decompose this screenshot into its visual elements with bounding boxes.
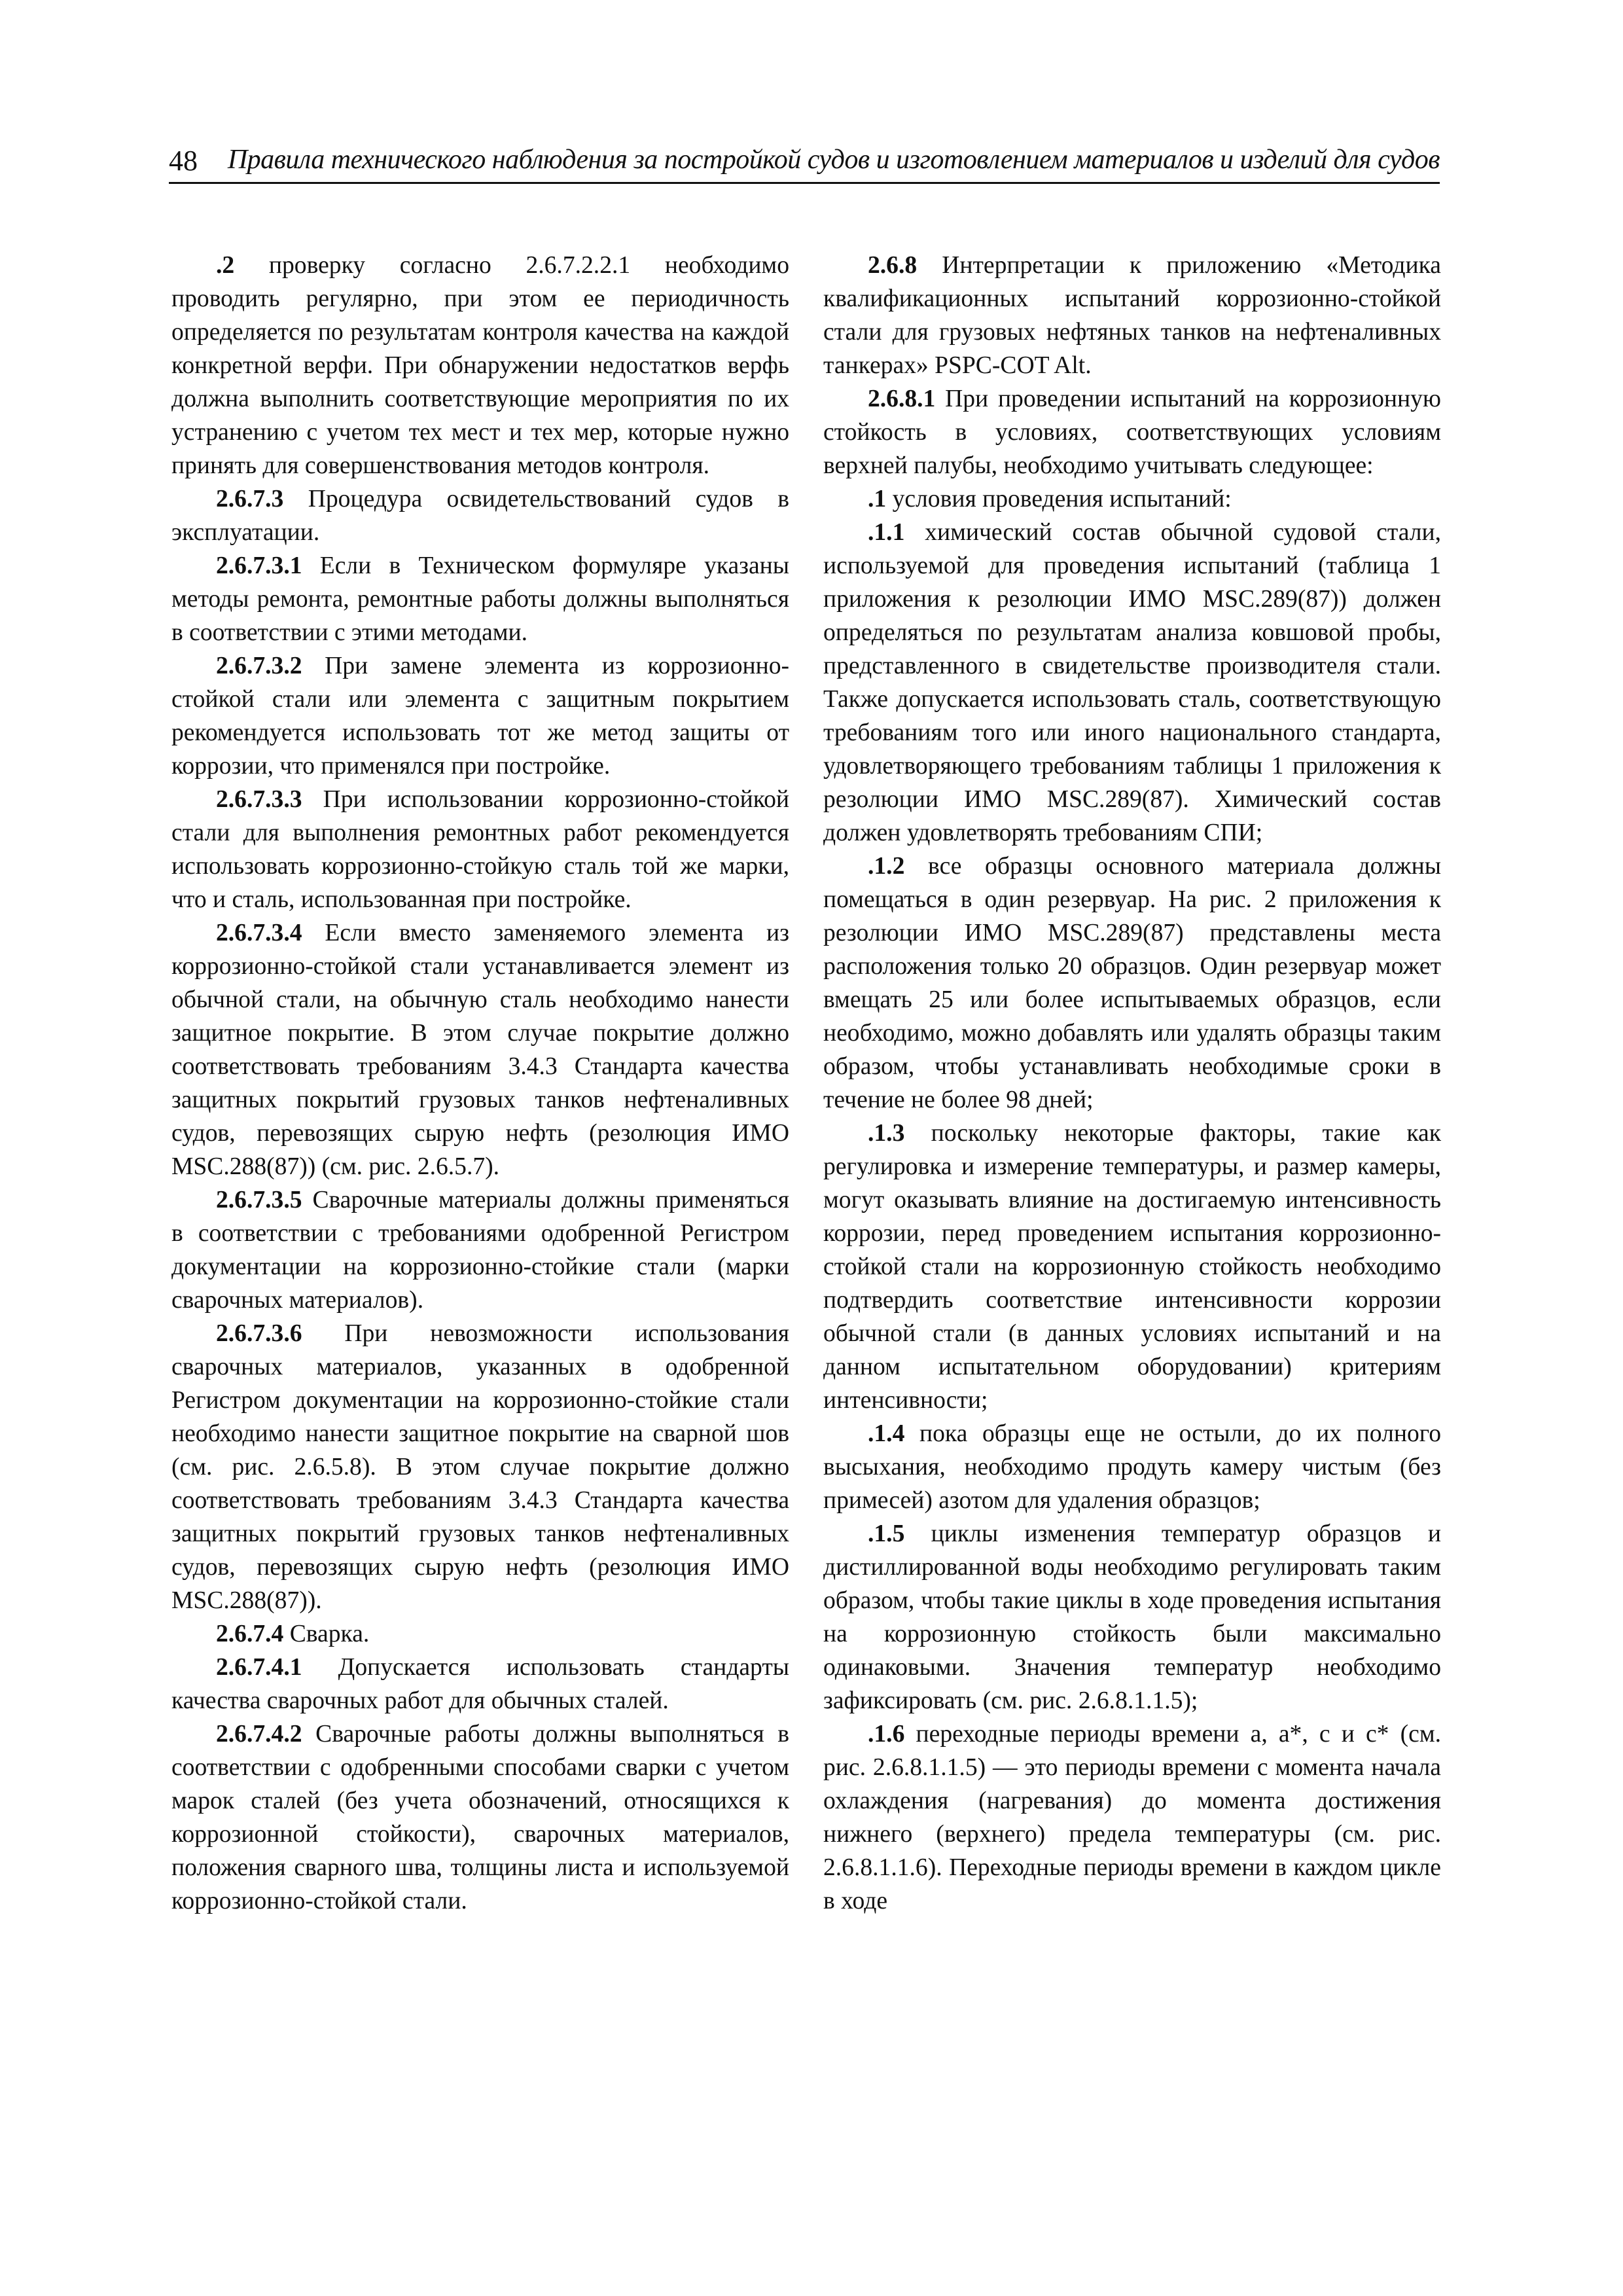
paragraph: [171, 783, 789, 916]
clause-number: 2.6.7.4.1: [216, 1654, 302, 1681]
clause-number: 2.6.7.3.6: [216, 1320, 302, 1347]
paragraph: [171, 1617, 789, 1651]
paragraph-text: При невозможности использования сварочных материалов, указанных в одобренной Регистром документации на коррозионно-стойкие стали необходимо нанести защитное покрытие на сварной шов (см. рис. 2.6.5.8). В этом случае покрытие должно соответствовать требованиям 3.4.3 Стандарта качества защитных покрытий грузовых танков нефтеналивных судов, перевозящих сырую нефть (резолюция ИМО MSC.288(87)).: [171, 1320, 789, 1614]
paragraph-text: проверку согласно 2.6.7.2.2.1 необходимо проводить регулярно, при этом ее периодичность определяется по результатам контроля качества на каждой конкретной верфи. При обнаружении недостатков верфь должна выполнить соответствующие мероприятия по их устранению с учетом тех мест и тех мер, которые нужно принять для совершенствования методов контроля.: [171, 252, 789, 479]
paragraph-text: Интерпретации к приложению «Методика квалификационных испытаний коррозионно-стойкой стали для грузовых нефтяных танков на нефтеналивных танкерах» PSPC-COT Alt.: [823, 252, 1441, 379]
left-text-column: [171, 249, 789, 1918]
clause-number: 2.6.7.3.3: [216, 786, 302, 813]
paragraph-text: При использовании коррозионно-стойкой стали для выполнения ремонтных работ рекомендуется использовать коррозионно-стойкую сталь той же марки, что и сталь, использованная при постройке.: [171, 786, 789, 913]
paragraph-text: все образцы основного материала должны помещаться в один резервуар. На рис. 2 приложения к резолюции ИМО MSC.289(87) представлены места расположения только 20 образцов. Один резервуар может вмещать 25 или более испытываемых образцов, если необходимо, можно добавлять или удалять образцы таким образом, чтобы устанавливать необходимые сроки в течение не более 98 дней;: [823, 853, 1441, 1113]
paragraph: [171, 649, 789, 783]
paragraph: [171, 482, 789, 549]
paragraph-text: При проведении испытаний на коррозионную стойкость в условиях, соответствующих условиям верхней палубы, необходимо учитывать следующее:: [823, 386, 1441, 479]
clause-number: 2.6.7.3.2: [216, 653, 302, 679]
clause-number: 2.6.7.4.2: [216, 1721, 302, 1748]
paragraph-text: Сварка.: [283, 1621, 370, 1647]
clause-number: 2.6.7.3: [216, 486, 284, 512]
paragraph-text: При замене элемента из коррозионно-стойкой стали или элемента с защитным покрытием рекомендуется использовать тот же метод защиты от коррозии, что применялся при постройке.: [171, 653, 789, 780]
right-text-column: [823, 249, 1441, 1918]
paragraph: [823, 249, 1441, 382]
clause-number: .1: [868, 486, 887, 512]
clause-number: .1.5: [868, 1520, 905, 1547]
paragraph: [171, 1183, 789, 1317]
clause-number: 2.6.7.4: [216, 1621, 284, 1647]
clause-number: 2.6.8: [868, 252, 918, 279]
page-header: [169, 143, 1440, 184]
paragraph: [171, 1317, 789, 1617]
paragraph-text: условия проведения испытаний:: [886, 486, 1232, 512]
running-title: Правила технического наблюдения за постройкой судов и изготовлением материалов и изделий для судов: [227, 145, 1440, 175]
clause-number: .1.3: [868, 1120, 905, 1147]
paragraph: [823, 1417, 1441, 1517]
page-number: 48: [169, 145, 198, 177]
paragraph: [823, 516, 1441, 850]
clause-number: .1.1: [868, 519, 905, 546]
paragraph-text: Если в Техническом формуляре указаны методы ремонта, ремонтные работы должны выполняться в соответствии с этими методами.: [171, 552, 789, 646]
paragraph: [823, 1117, 1441, 1417]
paragraph-text: Если вместо заменяемого элемента из коррозионно-стойкой стали устанавливается элемент из обычной стали, на обычную сталь необходимо нанести защитное покрытие. В этом случае покрытие должно соответствовать требованиям 3.4.3 Стандарта качества защитных покрытий грузовых танков нефтеналивных судов, перевозящих сырую нефть (резолюция ИМО MSC.288(87)) (см. рис. 2.6.5.7).: [171, 920, 789, 1180]
paragraph-text: пока образцы еще не остыли, до их полного высыхания, необходимо продуть камеру чистым (без примесей) азотом для удаления образцов;: [823, 1420, 1441, 1514]
paragraph: [823, 482, 1441, 516]
clause-number: .1.6: [868, 1721, 905, 1748]
paragraph: [823, 1717, 1441, 1918]
paragraph: [171, 549, 789, 649]
paragraph-text: поскольку некоторые факторы, такие как регулировка и измерение температуры, и размер камеры, могут оказывать влияние на достигаемую интенсивность коррозии, перед проведением испытания коррозионно-стойкой стали на коррозионную стойкость необходимо подтвердить соответствие интенсивности коррозии обычной стали (в данных условиях испытаний и на данном испытательном оборудовании) критериям интенсивности;: [823, 1120, 1441, 1414]
paragraph: [171, 1717, 789, 1918]
paragraph-text: Сварочные материалы должны применяться в соответствии с требованиями одобренной Регистром документации на коррозионно-стойкие стали (марки сварочных материалов).: [171, 1187, 789, 1314]
paragraph-text: Процедура освидетельствований судов в эксплуатации.: [171, 486, 789, 546]
clause-number: 2.6.7.3.4: [216, 920, 302, 946]
paragraph-text: переходные периоды времени a, a*, c и c* (см. рис. 2.6.8.1.1.5) — это периоды времени с момента начала охлаждения (нагревания) до момента достижения нижнего (верхнего) предела температуры (см. рис. 2.6.8.1.1.6). Переходные периоды времени в каждом цикле в ходе: [823, 1721, 1441, 1914]
paragraph: [823, 1517, 1441, 1717]
clause-number: .2: [216, 252, 235, 279]
clause-number: .1.2: [868, 853, 905, 880]
clause-number: 2.6.7.3.1: [216, 552, 302, 579]
paragraph-text: Допускается использовать стандарты качества сварочных работ для обычных сталей.: [171, 1654, 789, 1714]
paragraph-text: Сварочные работы должны выполняться в соответствии с одобренными способами сварки с учетом марок сталей (без учета обозначений, относящихся к коррозионной стойкости), сварочных материалов, положения сварного шва, толщины листа и используемой коррозионно-стойкой стали.: [171, 1721, 789, 1914]
paragraph-text: химический состав обычной судовой стали, используемой для проведения испытаний (таблица 1 приложения к резолюции ИМО MSC.289(87)) должен определяться по результатам анализа ковшовой пробы, представленного в свидетельстве производителя стали. Также допускается использовать сталь, соответствующую требованиям того или иного национального стандарта, удовлетворяющего требованиям таблицы 1 приложения к резолюции ИМО MSC.289(87). Химический состав должен удовлетворять требованиям СПИ;: [823, 519, 1441, 846]
clause-number: 2.6.7.3.5: [216, 1187, 302, 1213]
paragraph: [171, 916, 789, 1183]
paragraph: [171, 1651, 789, 1717]
paragraph: [823, 382, 1441, 482]
paragraph-text: циклы изменения температур образцов и дистиллированной воды необходимо регулировать таким образом, чтобы такие циклы в ходе проведения испытания на коррозионную стойкость были максимально одинаковыми. Значения температур необходимо зафиксировать (см. рис. 2.6.8.1.1.5);: [823, 1520, 1441, 1714]
paragraph: [171, 249, 789, 482]
clause-number: 2.6.8.1: [868, 386, 936, 412]
clause-number: .1.4: [868, 1420, 905, 1447]
paragraph: [823, 850, 1441, 1117]
